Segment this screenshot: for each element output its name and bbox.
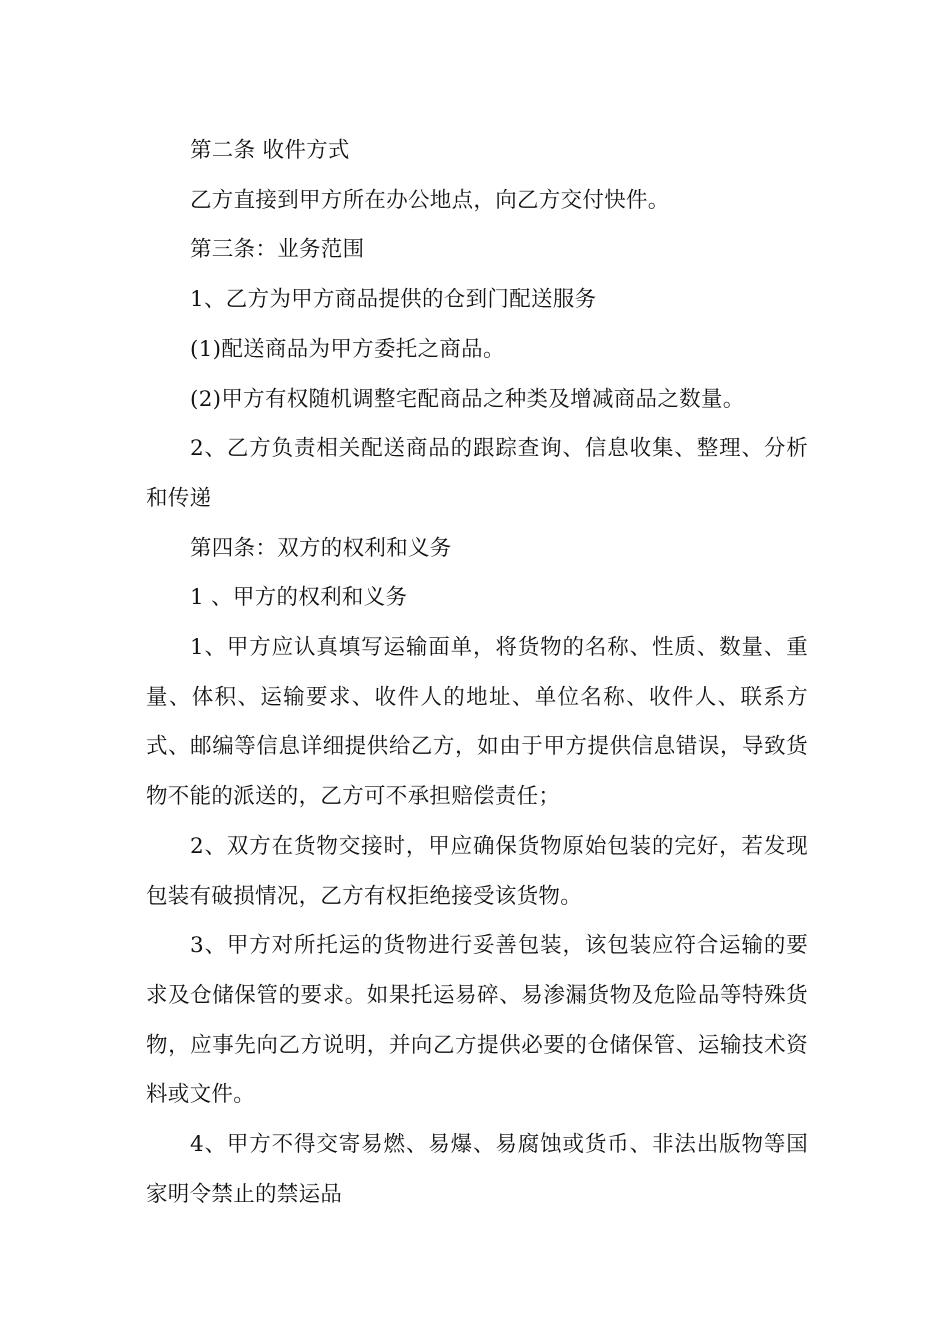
clause-4-heading: 第四条：双方的权利和义务 xyxy=(190,535,452,561)
clause-4-item-3: 3、甲方对所托运的货物进行妥善包装，该包装应符合运输的要求及仓储保管的要求。如果托运易碎、易渗漏货物及危险品等特殊货物，应事先向乙方说明，并向乙方提供必要的仓储保管、运输技术资料或文件。 xyxy=(146,933,808,1108)
clause-4-item-4: 4、甲方不得交寄易燃、易爆、易腐蚀或货币、非法出版物等国家明令禁止的禁运品 xyxy=(146,1132,808,1207)
clause-2-body: 乙方直接到甲方所在办公地点，向乙方交付快件。 xyxy=(190,187,670,213)
clause-4-subheading: 1 、甲方的权利和义务 xyxy=(190,585,408,611)
clause-3-item-2: 2、乙方负责相关配送商品的跟踪查询、信息收集、整理、分析和传递 xyxy=(146,436,808,511)
clause-3-item-1: 1、乙方为甲方商品提供的仓到门配送服务 xyxy=(190,287,597,313)
clause-3-item-1-sub-1: (1)配送商品为甲方委托之商品。 xyxy=(190,336,505,362)
document-page xyxy=(146,126,808,1219)
clause-2-heading: 第二条 收件方式 xyxy=(190,138,350,163)
clause-4-item-1: 1、甲方应认真填写运输面单，将货物的名称、性质、数量、重量、体积、运输要求、收件人的地址、单位名称、收件人、联系方式、邮编等信息详细提供给乙方，如由于甲方提供信息错误，导致货物不能的派送的，乙方可不承担赔偿责任； xyxy=(146,635,808,810)
clause-3-heading: 第三条：业务范围 xyxy=(190,237,365,263)
clause-3-item-1-sub-2: (2)甲方有权随机调整宅配商品之种类及增减商品之数量。 xyxy=(190,386,745,412)
clause-4-item-2: 2、双方在货物交接时，甲应确保货物原始包装的完好，若发现包装有破损情况，乙方有权拒绝接受该货物。 xyxy=(146,833,808,909)
